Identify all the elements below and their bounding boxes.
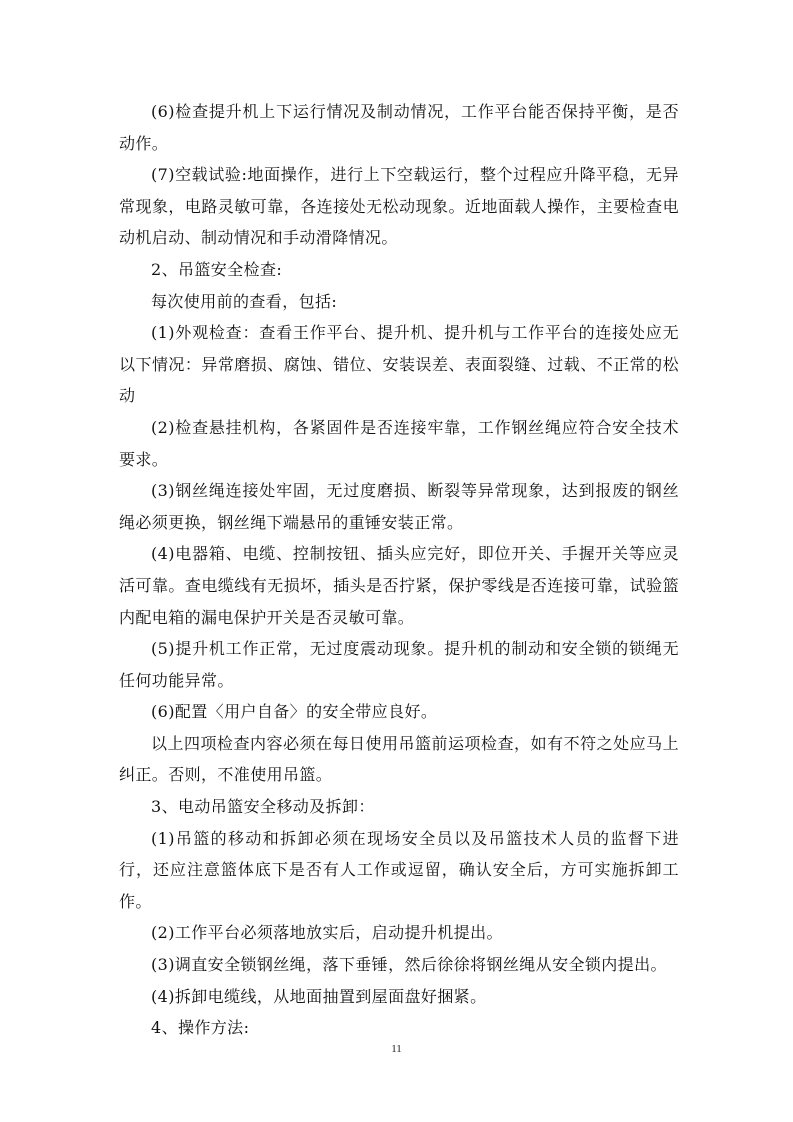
section-heading-basket-safety-check: 2、吊篮安全检查: — [151, 259, 283, 279]
paragraph-platform-ground: (2)工作平台必须落地放实后，启动提升机提出。 — [151, 923, 503, 943]
paragraph-cable-dismantle: (4)拆卸电缆线，从地面抽置到屋面盘好捆紧。 — [151, 986, 487, 1006]
paragraph-visual-check: (1)外观检查：查看王作平台、提升机、提升机与工作平台的连接处应无以下情况：异常磨损、腐蚀、错位、安装误差、表面裂缝、过载、不正常的松动 — [119, 323, 679, 406]
paragraph-suspension-check: (2)检查悬挂机构，各紧固件是否连接牢靠，工作钢丝绳应符合安全技术要求。 — [119, 417, 679, 469]
paragraph-supervised-move: (1)吊篮的移动和拆卸必须在现场安全员以及吊篮技术人员的监督下进行，还应注意篮体底下是否有人工作或逗留，确认安全后，方可实施拆卸工作。 — [119, 828, 679, 911]
paragraph-wire-rope-check: (3)钢丝绳连接处牢固，无过度磨损、断裂等异常现象，达到报废的钢丝绳必须更换，钢丝绳下端悬吊的重锤安装正常。 — [119, 481, 679, 532]
document-body — [119, 96, 679, 1044]
paragraph-hoist-operation: (5)提升机工作正常，无过度震动现象。提升机的制动和安全锁的锁绳无任何功能异常。 — [119, 639, 679, 690]
paragraph-electrical-check: (4)电器箱、电缆、控制按钮、插头应完好，即位开关、手握开关等应灵活可靠。查电缆线有无损坏，插头是否拧紧，保护零线是否连接可靠，试验篮内配电箱的漏电保护开关是否灵敏可靠。 — [119, 544, 679, 627]
paragraph-safety-belt: (6)配置〈用户自备〉的安全带应良好。 — [151, 702, 438, 722]
paragraph-safety-lock-rope: (3)调直安全锁钢丝绳，落下垂锤，然后徐徐将钢丝绳从安全锁内提出。 — [151, 955, 667, 975]
paragraph-daily-check-note: 以上四项检查内容必须在每日使用吊篮前运项检查，如有不符之处应马上纠正。否则，不准使用吊篮。 — [119, 733, 679, 785]
paragraph-no-load-test: (7)空载试验:地面操作，进行上下空载运行，整个过程应升降平稳，无异常现象，电路灵敏可靠，各连接处无松动现象。近地面载人操作，主要检查电动机启动、制动情况和手动滑降情况。 — [119, 165, 679, 248]
section-heading-move-dismantle: 3、电动吊篮安全移动及拆卸： — [151, 797, 375, 817]
section-heading-operation-method: 4、操作方法: — [151, 1018, 250, 1038]
paragraph-inspect-hoist: (6)检查提升机上下运行情况及制动情况，工作平台能否保持平衡，是否动作。 — [119, 102, 679, 153]
paragraph-pre-use-check: 每次使用前的查看，包括: — [151, 291, 338, 311]
page-number: 11 — [391, 1043, 402, 1055]
